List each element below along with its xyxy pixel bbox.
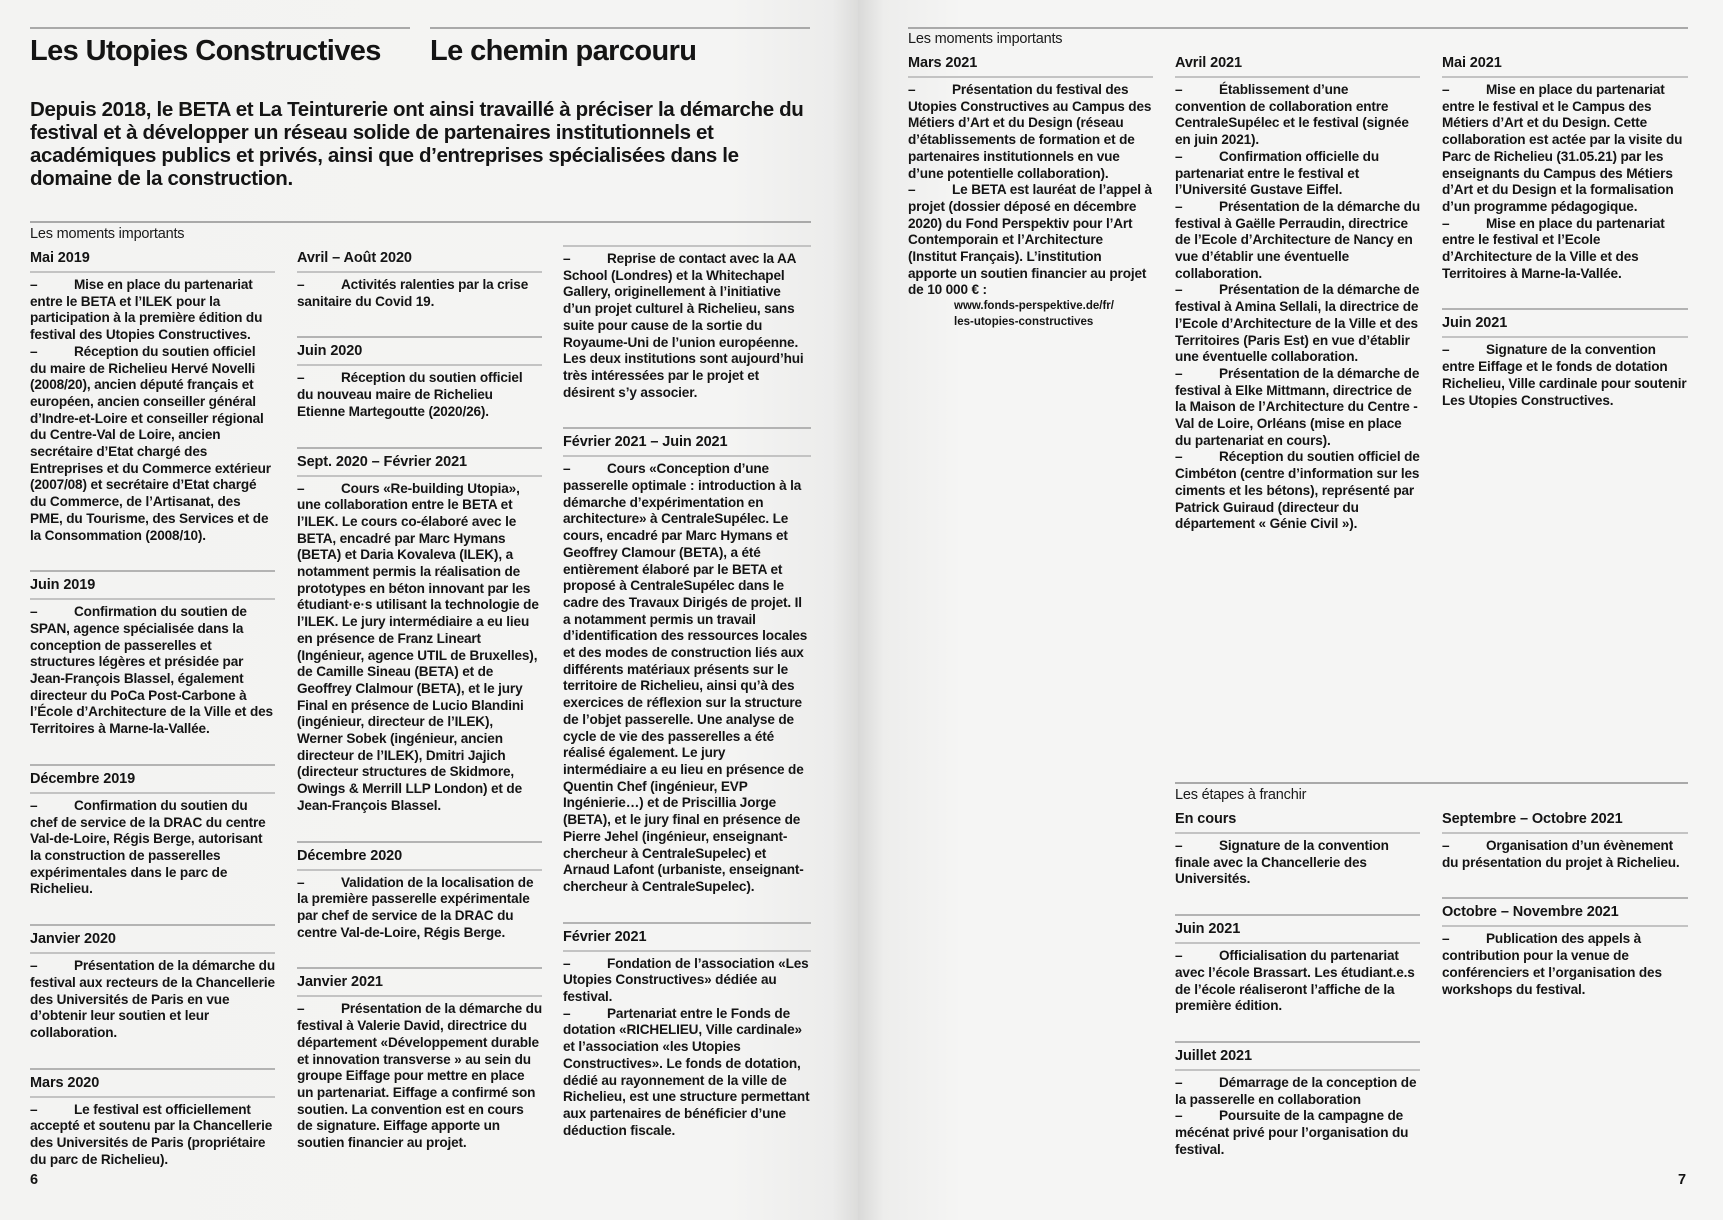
entry-date-rule — [563, 950, 811, 952]
lead-paragraph: Depuis 2018, le BETA et La Teinturerie ont ainsi travaillé à préciser la démarche du festival et à développer un réseau solide de partenaires institutionnels et académiques publics et privés, ainsi que d’entreprises spécialisées dans le domaine de la construction. — [30, 98, 804, 190]
steps-column-2 — [1442, 806, 1688, 998]
page-number: 6 — [30, 1172, 39, 1188]
entry-date: En cours — [1175, 811, 1237, 827]
entry-item — [908, 82, 1153, 182]
page-subtitle: Le chemin parcouru — [430, 35, 697, 67]
dash-bullet-icon: – — [1175, 148, 1183, 164]
entry-date: Juin 2021 — [1175, 921, 1241, 938]
entry-item — [563, 1006, 811, 1140]
entry-item-text: Signature de la convention finale avec la Chancellerie des Universités. — [1175, 838, 1389, 887]
entry-date: Mars 2021 — [908, 55, 978, 71]
entry-item-text: Cours «Re-building Utopia», une collaboration entre le BETA et l’ILEK. Le cours co-élaboré avec le BETA, encadré par Marc Hymans (BETA) et Daria Kovaleva (ILEK), a notamment permis la réalisation de prototypes en béton innovant par les étudiant·e·s utilisant la technologie de l’ILEK. Le jury intermédiaire a eu lieu en présence de Franz Lineart (Ingénieur, agence UTIL de Bruxelles), de Camille Sineau (BETA) et de Geoffrey Clalmour (BETA), et le jury Final en présence de Lucio Blandini (ingénieur, directeur de l’ILEK), Werner Sobek (ingénieur, ancien directeur de l’ILEK), Dmitri Jajich (directeur structures de Skidmore, Owings & Merrill LLP London) et de Jean-François Blassel. — [297, 480, 539, 813]
entry-item-text: Validation de la localisation de la première passerelle expérimentale par chef de service de la DRAC du centre Val-de-Loire, Régis Berge. — [297, 874, 534, 940]
entry-item-text: Réception du soutien officiel du maire de Richelieu Hervé Novelli (2008/20), ancien député français et européen, ancien conseiller général d’Indre-et-Loire et conseiller régional du Centre-Val de Loire, ancien secrétaire d’Etat chargé des Entreprises et du Commerce extérieur (2007/08) et secrétaire d’Etat chargé du Commerce, de l’Artisanat, des PME, du Tourisme, des Services et de la Consommation (2008/10). — [30, 343, 271, 543]
entry-item-text: Présentation de la démarche de festival à Elke Mittmann, directrice de la Maison de l’Architecture du Centre - Val de Loire, Orléans (mise en place du partenariat en cours). — [1175, 365, 1420, 448]
entry-item-text: Partenariat entre le Fonds de dotation «RICHELIEU, Ville cardinale» et l’association «les Utopies Constructives». Le fonds de dotation, dédié au rayonnement de la ville de Richelieu, est une structure permettant aux partenaires de bénéficier d’une déduction fiscale. — [563, 1005, 810, 1138]
entry-date-rule — [297, 271, 542, 273]
section-label: Les moments importants — [908, 31, 1063, 47]
steps-label: Les étapes à franchir — [1175, 787, 1307, 803]
entry-item — [30, 798, 275, 898]
entry-date-rule — [563, 245, 811, 247]
timeline-entry — [1442, 308, 1688, 409]
timeline-column-2 — [297, 245, 542, 1152]
entry-date-rule — [1175, 76, 1420, 78]
entry-item — [30, 604, 275, 738]
entry-item — [1442, 838, 1688, 871]
entry-item-text: Présentation de la démarche du festival à Gaëlle Perraudin, directrice de l’Ecole d’Architecture de Nancy en vue d’établir une éventuelle collaboration. — [1175, 198, 1420, 281]
timeline-column-1 — [30, 245, 275, 1168]
entry-date-rule — [1442, 336, 1688, 338]
entry-item-text: Reprise de contact avec la AA School (Londres) et la Whitechapel Gallery, originellement à l’initiative d’un projet culturel à Richelieu, sans suite pour cause de la sortie du Royaume-Uni de l’union européenne. Les deux institutions sont aujourd’hui très intéressées par le projet et désirent s’y associer. — [563, 251, 804, 400]
entry-item — [1175, 82, 1420, 149]
timeline-entry — [563, 922, 811, 1140]
entry-item — [30, 958, 275, 1042]
timeline-entry — [1442, 897, 1688, 998]
timeline-entry — [30, 1068, 275, 1169]
entry-item — [1175, 366, 1420, 450]
entry-item — [1175, 449, 1420, 533]
dash-bullet-icon: – — [1175, 82, 1183, 97]
entry-date-rule — [1442, 832, 1688, 834]
entry-item — [1175, 1075, 1420, 1108]
entry-item-text: Poursuite de la campagne de mécénat privé pour l’organisation du festival. — [1175, 1108, 1409, 1157]
entry-item — [30, 277, 275, 344]
title-rule-left — [30, 27, 410, 29]
entry-date: Décembre 2020 — [297, 847, 403, 864]
dash-bullet-icon: – — [1442, 838, 1450, 853]
entry-item — [297, 875, 542, 942]
entry-item-text: Le BETA est lauréat de l’appel à projet (dossier déposé en décembre 2020) du Fond Perspektiv pour l’Art Contemporain et l’Architecture (Institut Français). L’institution apporte un soutien financier au projet de 10 000 € : — [908, 182, 1152, 298]
section-label: Les moments importants — [30, 226, 185, 242]
entry-item-text: Confirmation du soutien du chef de service de la DRAC du centre Val-de-Loire, Régis Berge, autorisant la construction de passerelles expérimentales dans le parc de Richelieu. — [30, 797, 266, 897]
steps-rule — [1175, 782, 1688, 784]
dash-bullet-icon: – — [1175, 1108, 1183, 1124]
timeline-entry — [1175, 914, 1420, 1015]
entry-date-rule — [297, 869, 542, 871]
entry-item-text: Cours «Conception d’une passerelle optimale : introduction à la démarche d’expérimentation en architecture» à CentraleSupélec. Le cours, encadré par Marc Hymans et Geoffrey Clamour (BETA), a été entièrement élaboré par le BETA et proposé à CentraleSupélec dans le cadre des Travaux Dirigés de projet. Il a notamment permis un travail d’identification des ressources locales et des modes de construction liés aux différents matériaux présents sur le territoire de Richelieu, ainsi qu’à des exercices de réflexion sur la structure de l’objet passerelle. Une analyse de cycle de vie des passerelles a été réalisé également. Le jury intermédiaire a eu lieu en présence de Quentin Chef (ingénieur, EVP Ingénierie…) et de Priscillia Jorge (BETA), et le jury final en présence de Pierre Jehel (ingénieur, enseignant-chercheur à CentraleSupelec) et Arnaud Lafont (urbaniste, enseignant-chercheur à CentraleSupelec). — [563, 461, 808, 894]
entry-date: Janvier 2020 — [30, 931, 116, 948]
entry-item — [1442, 82, 1688, 216]
dash-bullet-icon: – — [30, 797, 38, 813]
dash-bullet-icon: – — [297, 1001, 305, 1017]
entry-date-rule — [297, 475, 542, 477]
timeline-column-1 — [908, 50, 1153, 330]
entry-item-text: Établissement d’une convention de collaboration entre CentraleSupélec et le festival (signée en juin 2021). — [1175, 82, 1409, 148]
dash-bullet-icon: – — [1442, 931, 1450, 947]
entry-item-text: Présentation de la démarche de festival à Amina Sellali, la directrice de l’Ecole d’Architecture de la Ville et des Territoires (Paris Est) en vue d’établir une éventuelle collaboration. — [1175, 282, 1420, 365]
timeline-column-3 — [563, 245, 811, 1139]
entry-item-text: Publication des appels à contribution pour la venue de conférenciers et l’organisation des workshops du festival. — [1442, 931, 1662, 997]
entry-item — [297, 481, 542, 815]
entry-item-text: Activités ralenties par la crise sanitaire du Covid 19. — [297, 277, 529, 309]
timeline-column-2 — [1175, 50, 1420, 533]
entry-item — [1175, 1108, 1420, 1158]
dash-bullet-icon: – — [1175, 449, 1183, 465]
section-rule — [908, 27, 1688, 29]
entry-item-text: Confirmation du soutien de SPAN, agence spécialisée dans la conception de passerelles et structures légères et présidée par Jean-François Blassel, également directeur du PoCa Post-Carbone à l’École d’Architecture de la Ville et des Territoires à Marne-la-Vallée. — [30, 604, 273, 737]
entry-item-text: Organisation d’un évènement du présentation du projet à Richelieu. — [1442, 838, 1680, 870]
entry-item — [1175, 149, 1420, 199]
entry-item-text: Démarrage de la conception de la passerelle en collaboration — [1175, 1074, 1417, 1107]
entry-item — [1442, 216, 1688, 283]
entry-date: Juin 2019 — [30, 577, 96, 594]
dash-bullet-icon: – — [563, 1005, 571, 1021]
timeline-entry — [1175, 50, 1420, 533]
entry-date-rule — [30, 952, 275, 954]
entry-date-rule — [1442, 925, 1688, 927]
page-title: Les Utopies Constructives — [30, 35, 381, 67]
dash-bullet-icon: – — [1442, 82, 1450, 97]
entry-date-rule — [30, 271, 275, 273]
title-rule-right — [430, 27, 810, 29]
timeline-entry — [1175, 1041, 1420, 1159]
entry-date: Octobre – Novembre 2021 — [1442, 904, 1619, 921]
entry-date: Juin 2021 — [1442, 315, 1508, 332]
dash-bullet-icon: – — [908, 82, 916, 97]
entry-item-text: Présentation de la démarche du festival aux recteurs de la Chancellerie des Universités de Paris en vue d’obtenir leur soutien et leur collaboration. — [30, 958, 275, 1040]
dash-bullet-icon: – — [1175, 198, 1183, 214]
entry-date-rule — [563, 455, 811, 457]
entry-item-text: Officialisation du partenariat avec l’école Brassart. Les étudiant.e.s de l’école réaliseront l’affiche de la première édition. — [1175, 948, 1415, 1014]
entry-date: Décembre 2019 — [30, 770, 136, 787]
dash-bullet-icon: – — [297, 277, 305, 292]
timeline-entry — [1442, 806, 1688, 871]
dash-bullet-icon: – — [1442, 342, 1450, 358]
entry-item — [563, 461, 811, 895]
entry-item — [563, 956, 811, 1006]
entry-date-rule — [1442, 76, 1688, 78]
entry-date-rule — [908, 76, 1153, 78]
entry-date: Janvier 2021 — [297, 974, 383, 991]
entry-item — [563, 251, 811, 401]
entry-item — [297, 1001, 542, 1151]
entry-item-text: Mise en place du partenariat entre le festival et le Campus des Métiers d’Art et du Design. Cette collaboration est actée par la visite du Parc de Richelieu (31.05.21) par les enseignants du Campus des Métiers d’Art et du Design et la formalisation d’un programme pédagogique. — [1442, 82, 1683, 214]
entry-date-rule — [1175, 942, 1420, 944]
entry-item-text: Mise en place du partenariat entre le festival et l’Ecole d’Architecture de la Ville et des Territoires à Marne-la-Vallée. — [1442, 215, 1665, 281]
entry-url: les-utopies-constructives — [954, 315, 1094, 328]
dash-bullet-icon: – — [1175, 1074, 1183, 1090]
entry-item-text: Le festival est officiellement accepté et soutenu par la Chancellerie des Universités de Paris (propriétaire du parc de Richelieu). — [30, 1101, 273, 1167]
dash-bullet-icon: – — [1175, 838, 1183, 853]
entry-date: Juillet 2021 — [1175, 1047, 1252, 1064]
entry-item — [30, 1102, 275, 1169]
entry-date-rule — [297, 364, 542, 366]
dash-bullet-icon: – — [563, 955, 571, 971]
timeline-entry — [297, 967, 542, 1151]
dash-bullet-icon: – — [1442, 215, 1450, 231]
left-page — [0, 0, 858, 1220]
entry-item — [297, 277, 542, 310]
timeline-column-3 — [1442, 50, 1688, 409]
entry-item-text: Réception du soutien officiel du nouveau maire de Richelieu Etienne Martegoutte (2020/26). — [297, 370, 523, 419]
timeline-entry — [297, 336, 542, 420]
entry-item — [1175, 838, 1420, 888]
entry-item-text: Présentation du festival des Utopies Constructives au Campus des Métiers d’Art et du Design (réseau d’établissements de formation et de partenaires institutionnels en vue d’une potentielle collaboration). — [908, 82, 1152, 181]
entry-date-rule — [1175, 832, 1420, 834]
right-page — [858, 0, 1723, 1220]
dash-bullet-icon: – — [30, 343, 38, 359]
entry-date: Juin 2020 — [297, 343, 363, 360]
entry-item-text: Présentation de la démarche du festival à Valerie David, directrice du département «Développement durable et innovation transverse » au sein du groupe Eiffage pour mettre en place un partenariat. Eiffage a confirmé son soutien. La convention est en cours de signature. Eiffage apporte un soutien financier au projet. — [297, 1001, 542, 1151]
dash-bullet-icon: – — [30, 604, 38, 620]
dash-bullet-icon: – — [297, 480, 305, 496]
timeline-entry — [30, 764, 275, 898]
timeline-entry — [1442, 50, 1688, 282]
entry-item-text: Mise en place du partenariat entre le BETA et l’ILEK pour la participation à la première édition du festival des Utopies Constructives. — [30, 277, 263, 343]
entry-item-text: Signature de la convention entre Eiffage et le fonds de dotation Richelieu, Ville cardinale pour soutenir Les Utopies Constructives. — [1442, 342, 1687, 408]
timeline-entry — [30, 245, 275, 544]
timeline-entry — [908, 50, 1153, 330]
dash-bullet-icon: – — [30, 958, 38, 974]
dash-bullet-icon: – — [297, 874, 305, 890]
dash-bullet-icon: – — [563, 251, 571, 266]
entry-item-text: Réception du soutien officiel de Cimbéton (centre d’information sur les ciments et les bétons), représenté par Patrick Guiraud (directeur du département « Génie Civil »). — [1175, 449, 1420, 532]
entry-date: Avril – Août 2020 — [297, 250, 412, 266]
entry-date-rule — [1175, 1069, 1420, 1071]
timeline-entry — [297, 245, 542, 310]
entry-date-rule — [30, 598, 275, 600]
entry-date: Avril 2021 — [1175, 55, 1242, 71]
entry-item — [1175, 199, 1420, 283]
timeline-entry — [297, 447, 542, 815]
entry-date: Mars 2020 — [30, 1074, 100, 1091]
entry-item-text: Confirmation officielle du partenariat entre le festival et l’Université Gustave Eiffel. — [1175, 148, 1379, 198]
timeline-entry — [563, 245, 811, 401]
timeline-entry — [30, 570, 275, 738]
page-number: 7 — [1678, 1172, 1687, 1188]
entry-date: Février 2021 — [563, 928, 647, 945]
entry-date: Sept. 2020 – Février 2021 — [297, 453, 468, 470]
dash-bullet-icon: – — [297, 370, 305, 386]
timeline-entry — [30, 924, 275, 1042]
entry-date: Février 2021 – Juin 2021 — [563, 434, 728, 451]
dash-bullet-icon: – — [1175, 948, 1183, 964]
section-rule — [30, 221, 811, 223]
entry-date-rule — [297, 995, 542, 997]
entry-item-text: Fondation de l’association «Les Utopies Constructives» dédiée au festival. — [563, 955, 809, 1005]
entry-item — [1442, 931, 1688, 998]
entry-item — [297, 370, 542, 420]
dash-bullet-icon: – — [563, 461, 571, 477]
entry-date: Mai 2019 — [30, 250, 90, 266]
entry-item — [30, 344, 275, 544]
entry-date: Mai 2021 — [1442, 55, 1502, 71]
dash-bullet-icon: – — [30, 1101, 38, 1117]
entry-date-rule — [30, 792, 275, 794]
entry-item — [908, 182, 1153, 299]
entry-url: www.fonds-perspektive.de/fr/ — [954, 300, 1114, 313]
entry-item — [1175, 948, 1420, 1015]
entry-item — [1442, 342, 1688, 409]
steps-column-1 — [1175, 806, 1420, 1158]
timeline-entry — [297, 841, 542, 942]
timeline-entry — [1175, 806, 1420, 888]
dash-bullet-icon: – — [1175, 365, 1183, 381]
entry-date: Septembre – Octobre 2021 — [1442, 811, 1623, 827]
dash-bullet-icon: – — [908, 182, 916, 198]
timeline-entry — [563, 427, 811, 895]
dash-bullet-icon: – — [30, 277, 38, 292]
dash-bullet-icon: – — [1175, 282, 1183, 298]
entry-item — [1175, 282, 1420, 366]
entry-date-rule — [30, 1096, 275, 1098]
